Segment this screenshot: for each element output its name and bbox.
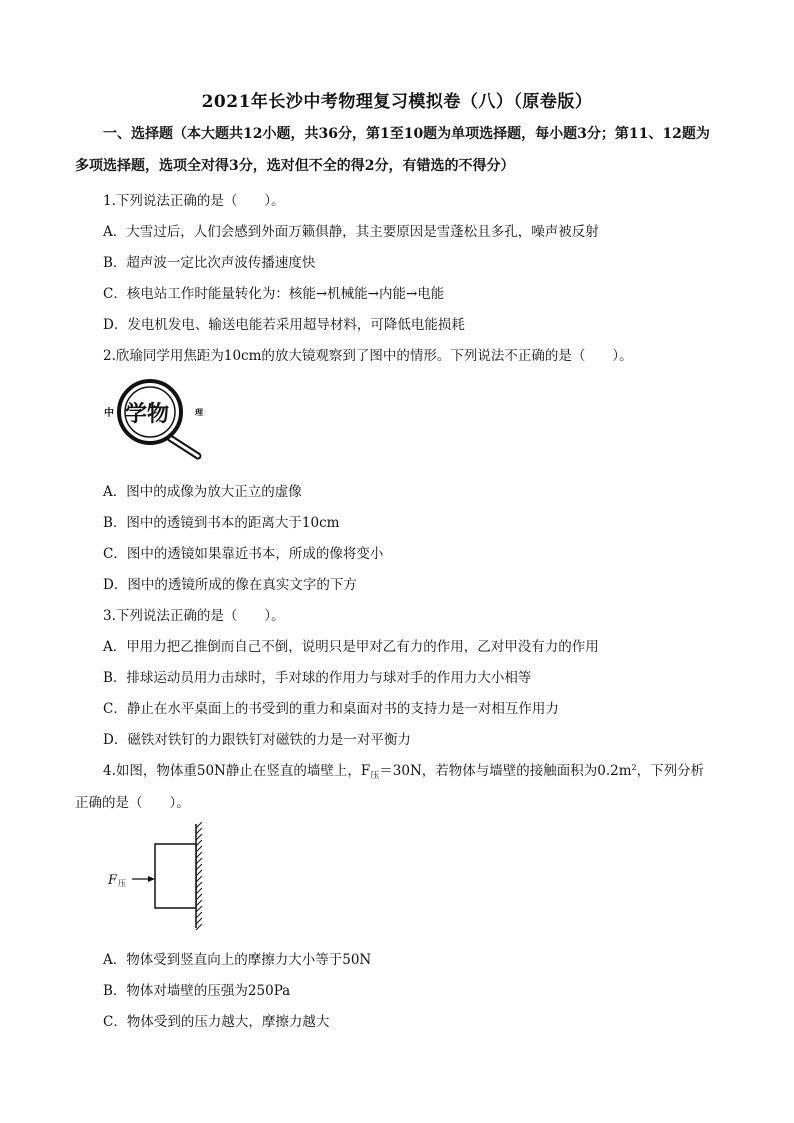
- q2-option-d: D．图中的透镜所成的像在真实文字的下方: [103, 577, 357, 593]
- page-title: 2021年长沙中考物理复习模拟卷（八）（原卷版）: [201, 92, 593, 112]
- magnifier-figure: [100, 372, 230, 462]
- q4-stem-part1: 4.如图，物体重50N静止在竖直的墙壁上，F: [103, 763, 371, 779]
- q4-stem-part3: ，下列分析: [636, 763, 705, 779]
- q2-stem: 2.欣瑜同学用焦距为10cm的放大镜观察到了图中的情形。下列说法不正确的是（ ）。: [103, 348, 633, 364]
- fig-char-left: 中: [104, 408, 114, 419]
- q2-option-a: A．图中的成像为放大正立的虚像: [103, 484, 302, 500]
- wall-block-figure: [100, 822, 220, 932]
- force-label-subscript: 压: [118, 879, 126, 888]
- section-heading-line2: 多项选择题，选项全对得3分，选对但不全的得2分，有错选的不得分）: [75, 158, 515, 174]
- q4-stem-line2: 正确的是（ ）。: [75, 795, 190, 811]
- q4-option-c: C．物体受到的压力越大，摩擦力越大: [103, 1014, 330, 1030]
- q4-stem-subscript: 压: [370, 771, 380, 781]
- fig-char-right: 理: [195, 408, 203, 417]
- q1-option-c: C．核电站工作时能量转化为：核能→机械能→内能→电能: [103, 286, 445, 302]
- arrow-head-icon: [148, 876, 155, 882]
- q3-option-d: D．磁铁对铁钉的力跟铁钉对磁铁的力是一对平衡力: [103, 732, 411, 748]
- q4-stem: [103, 759, 704, 781]
- block-shape: [155, 844, 196, 908]
- q4-option-a: A．物体受到竖直向上的摩擦力大小等于50N: [103, 952, 372, 968]
- section-heading-line1: 一、选择题（本大题共12小题，共36分，第1至10题为单项选择题，每小题3分；第11、12题为: [103, 126, 710, 142]
- q3-option-c: C．静止在水平桌面上的书受到的重力和桌面对书的支持力是一对相互作用力: [103, 701, 559, 717]
- q4-option-b: B．物体对墙壁的压强为250Pa: [103, 983, 291, 999]
- q1-option-b: B．超声波一定比次声波传播速度快: [103, 255, 316, 271]
- q1-stem: 1.下列说法正确的是（ ）。: [103, 193, 285, 209]
- force-label: F: [108, 873, 118, 888]
- q1-option-d: D．发电机发电、输送电能若采用超导材料，可降低电能损耗: [103, 317, 465, 333]
- fig-chars-magnified: 学物: [125, 402, 170, 427]
- q3-option-b: B．排球运动员用力击球时，手对球的作用力与球对手的作用力大小相等: [103, 670, 532, 686]
- q4-stem-part2: ＝30N，若物体与墙壁的接触面积为0.2m: [379, 763, 632, 779]
- wall-hatching: [196, 822, 202, 930]
- q2-option-c: C．图中的透镜如果靠近书本，所成的像将变小: [103, 546, 384, 562]
- q3-stem: 3.下列说法正确的是（ ）。: [103, 608, 285, 624]
- q3-option-a: A．甲用力把乙推倒而自己不倒，说明只是甲对乙有力的作用，乙对甲没有力的作用: [103, 639, 599, 655]
- q1-option-a: A．大雪过后，人们会感到外面万籁俱静，其主要原因是雪蓬松且多孔，噪声被反射: [103, 224, 599, 240]
- q2-option-b: B．图中的透镜到书本的距离大于10cm: [103, 515, 340, 531]
- q4-stem-superscript: 2: [631, 763, 637, 772]
